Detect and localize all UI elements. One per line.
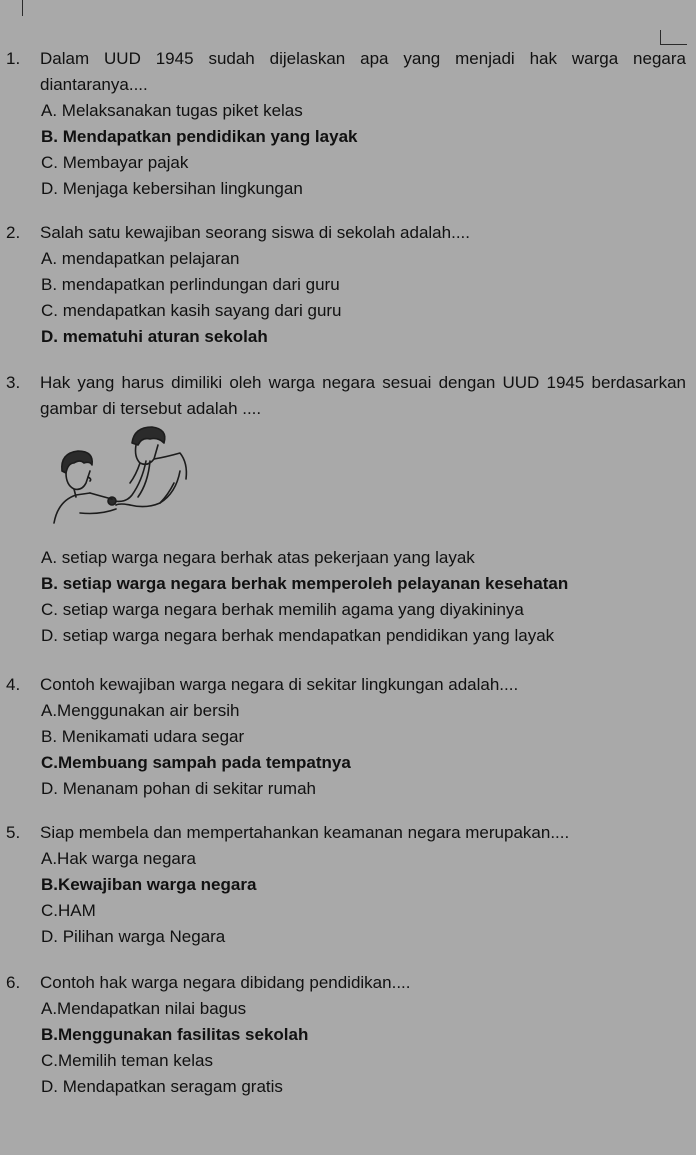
crop-mark-left — [12, 0, 23, 16]
option-d[interactable]: D. Menanam pohan di sekitar rumah — [41, 779, 316, 798]
question-number: 2. — [6, 223, 21, 242]
option-d[interactable]: D. setiap warga negara berhak mendapatkan pendidikan yang layak — [41, 626, 555, 645]
question-6 — [6, 970, 686, 1100]
question-text: Hak yang harus dimiliki oleh warga negara sesuai dengan UUD 1945 berdasarkan gambar di tersebut adalah .... — [40, 373, 686, 418]
question-5 — [6, 820, 686, 950]
question-text: Dalam UUD 1945 sudah dijelaskan apa yang menjadi hak warga negara diantaranya.... — [40, 49, 686, 94]
question-number: 3. — [6, 373, 21, 392]
question-3 — [6, 370, 686, 422]
question-3-options — [6, 545, 686, 649]
option-d[interactable]: D. Pilihan warga Negara — [41, 927, 226, 946]
option-d[interactable]: D. Mendapatkan seragam gratis — [41, 1077, 283, 1096]
option-b[interactable]: B.Kewajiban warga negara — [41, 875, 257, 894]
question-4 — [6, 672, 686, 802]
option-b[interactable]: B. Menikamati udara segar — [41, 727, 245, 746]
option-c[interactable]: C. mendapatkan kasih sayang dari guru — [41, 301, 342, 320]
question-2 — [6, 220, 686, 350]
option-c[interactable]: C.Memilih teman kelas — [41, 1051, 213, 1070]
option-a[interactable]: A.Mendapatkan nilai bagus — [41, 999, 247, 1018]
question-text: Contoh hak warga negara dibidang pendidikan.... — [40, 973, 411, 992]
option-b[interactable]: B. mendapatkan perlindungan dari guru — [41, 275, 340, 294]
option-a[interactable]: A. setiap warga negara berhak atas pekerjaan yang layak — [41, 548, 475, 567]
question-text: Siap membela dan mempertahankan keamanan negara merupakan.... — [40, 823, 570, 842]
option-b[interactable]: B. setiap warga negara berhak memperoleh pelayanan kesehatan — [41, 574, 569, 593]
question-number: 5. — [6, 823, 21, 842]
option-d[interactable]: D. Menjaga kebersihan lingkungan — [41, 179, 303, 198]
option-b[interactable]: B.Menggunakan fasilitas sekolah — [41, 1025, 309, 1044]
crop-mark-right — [660, 30, 687, 45]
question-number: 4. — [6, 675, 21, 694]
option-c[interactable]: C. Membayar pajak — [41, 153, 189, 172]
option-b[interactable]: B. Mendapatkan pendidikan yang layak — [41, 127, 358, 146]
option-a[interactable]: A.Hak warga negara — [41, 849, 196, 868]
option-a[interactable]: A. mendapatkan pelajaran — [41, 249, 240, 268]
question-number: 6. — [6, 973, 21, 992]
option-c[interactable]: C. setiap warga negara berhak memilih agama yang diyakininya — [41, 600, 524, 619]
question-1 — [6, 46, 686, 202]
option-c[interactable]: C.HAM — [41, 901, 96, 920]
option-d[interactable]: D. mematuhi aturan sekolah — [41, 327, 268, 346]
option-a[interactable]: A.Menggunakan air bersih — [41, 701, 240, 720]
question-text: Salah satu kewajiban seorang siswa di sekolah adalah.... — [40, 223, 470, 242]
question-text: Contoh kewajiban warga negara di sekitar lingkungan adalah.... — [40, 675, 519, 694]
option-a[interactable]: A. Melaksanakan tugas piket kelas — [41, 101, 303, 120]
question-number: 1. — [6, 49, 21, 68]
option-c[interactable]: C.Membuang sampah pada tempatnya — [41, 753, 351, 772]
doctor-patient-illustration — [50, 423, 190, 533]
